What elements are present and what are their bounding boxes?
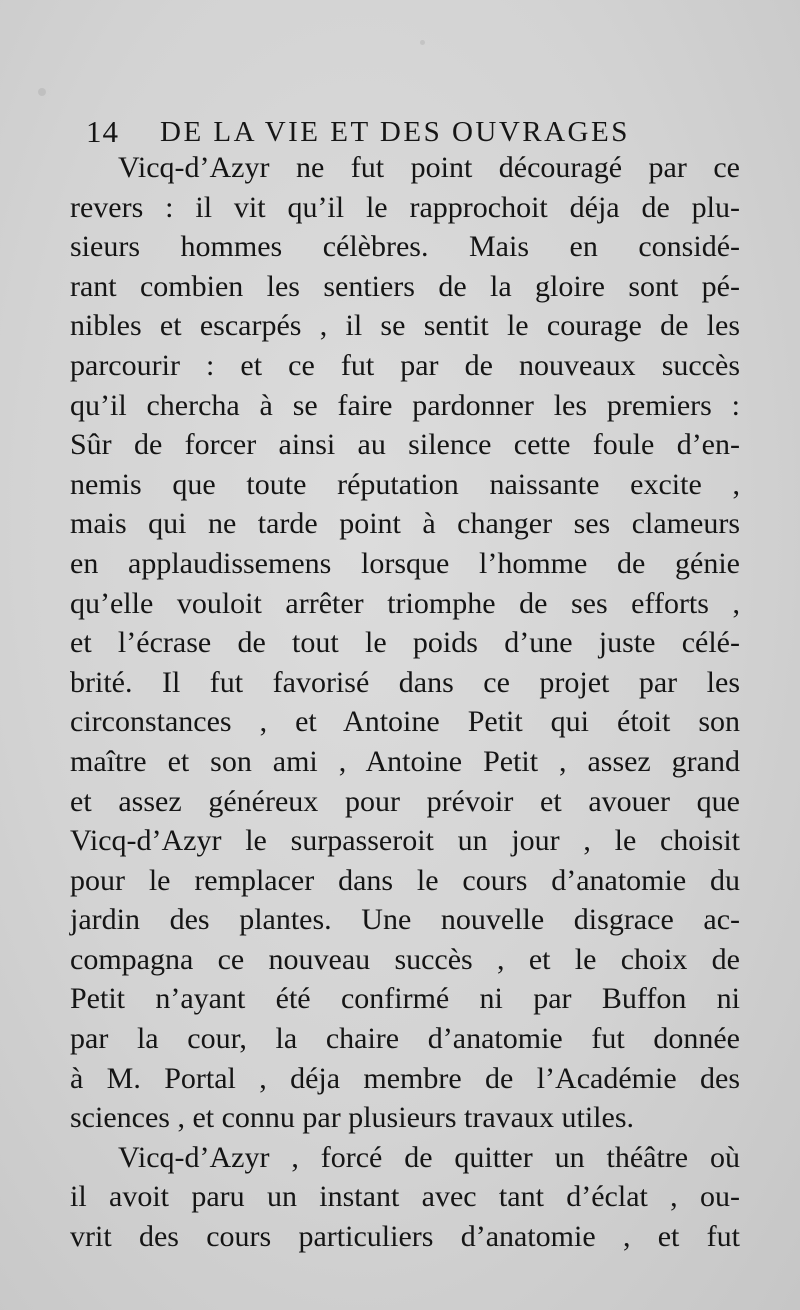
text-line: jardin des plantes. Une nouvelle disgrace ac- [70,903,740,937]
text-line: brité. Il fut favorisé dans ce projet par les [70,665,740,699]
body-text [70,148,740,1257]
text-line: Sûr de forcer ainsi au silence cette foule d’en- [70,428,740,462]
text-line: qu’il chercha à se faire pardonner les premiers : [70,388,740,422]
text-line: rant combien les sentiers de la gloire sont pé- [70,269,740,303]
paper-spot [420,40,425,45]
text-line: qu’elle vouloit arrêter triomphe de ses efforts , [70,586,740,620]
text-line: Vicq-d’Azyr ne fut point découragé par ce [118,151,740,184]
text-line: et assez généreux pour prévoir et avouer que [70,784,740,818]
text-line: et l’écrase de tout le poids d’une juste célé- [70,626,740,660]
text-line: il avoit paru un instant avec tant d’éclat , ou- [70,1180,740,1214]
text-line: nemis que toute réputation naissante excite , [70,467,740,501]
text-line: circonstances , et Antoine Petit qui étoit son [70,705,740,739]
text-line: à M. Portal , déja membre de l’Académie des [70,1061,740,1095]
text-line: pour le remplacer dans le cours d’anatomie du [70,863,740,897]
text-line: vrit des cours particuliers d’anatomie , et fut [70,1220,740,1254]
page-number: 14 [86,114,119,149]
text-line: Vicq-d’Azyr , forcé de quitter un théâtre où [118,1140,740,1174]
running-title: DE LA VIE ET DES OUVRAGES [160,116,630,148]
page-header [86,112,726,152]
text-line: Petit n’ayant été confirmé ni par Buffon ni [70,982,740,1016]
text-line: nibles et escarpés , il se sentit le courage de les [70,309,740,343]
text-line: sciences , et connu par plusieurs travaux utiles. [70,1101,634,1135]
text-line: parcourir : et ce fut par de nouveaux succès [70,348,740,382]
text-line: en applaudissemens lorsque l’homme de génie [70,546,740,580]
paper-spot [38,88,46,96]
text-line: Vicq-d’Azyr le surpasseroit un jour , le choisit [70,824,740,858]
text-line: par la cour, la chaire d’anatomie fut donnée [70,1022,740,1056]
text-line: compagna ce nouveau succès , et le choix de [70,942,740,976]
text-line: maître et son ami , Antoine Petit , assez grand [70,744,740,778]
text-line: sieurs hommes célèbres. Mais en considé- [70,230,740,264]
text-line: revers : il vit qu’il le rapprochoit déja de plu- [70,190,740,224]
text-line: mais qui ne tarde point à changer ses clameurs [70,507,740,541]
